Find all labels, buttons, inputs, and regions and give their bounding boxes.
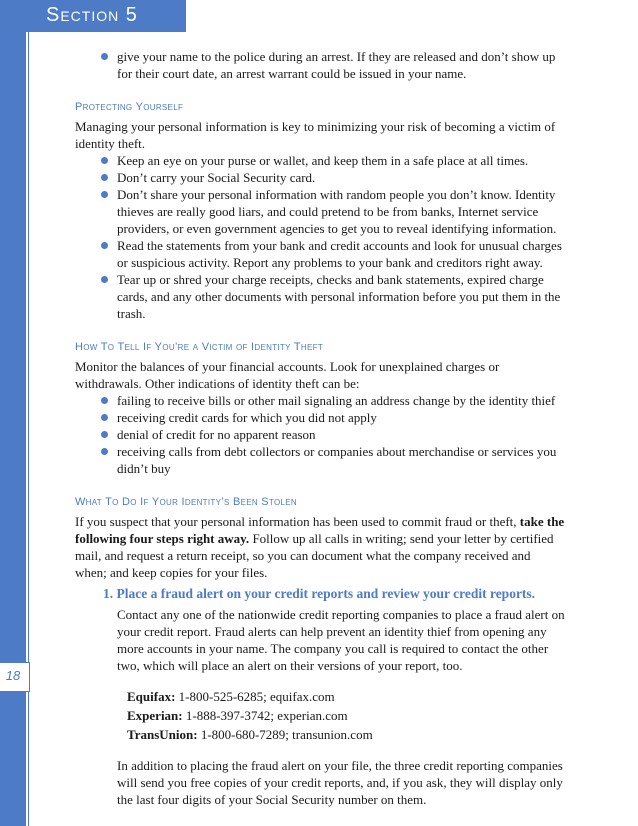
bullet-icon [101,157,108,164]
list-item: failing to receive bills or other mail signaling an address change by the identity thief [101,392,565,409]
step-1-title: 1. Place a fraud alert on your credit reports and review your credit reports. [103,586,536,601]
list-item: receiving credit cards for which you did not apply [101,409,565,426]
list-item: Read the statements from your bank and credit accounts and look for unusual charges or suspicious activity. Report any problems to your bank and creditors right away. [101,237,565,271]
step-1-body: Contact any one of the nationwide credit reporting companies to place a fraud alert on your credit report. Fraud alerts can help prevent an identity thief from opening any more accounts in your name. The company you call is required to contact the other two, which will place an alert on their versions of your report, too. [117,607,565,673]
list-item: Tear up or shred your charge receipts, checks and bank statements, expired charge cards, and any other documents with personal information before you put them in the trash. [101,271,565,322]
credit-bureau-contacts [75,688,565,743]
list-item: give your name to the police during an arrest. If they are released and don’t show up for their court date, an arrest warrant could be issued in your name. [101,48,565,82]
bullet-icon [101,431,108,438]
protecting-intro: Managing your personal information is key to minimizing your risk of becoming a victim of identity theft. [75,119,556,151]
contact-equifax: Equifax: 1-800-525-6285; equifax.com [127,689,335,704]
margin-rule [28,32,29,826]
section-heading-protecting: Protecting Yourself [75,101,184,113]
bullet-icon [101,242,108,249]
list-item: receiving calls from debt collectors or companies about merchandise or services you didn’t buy [101,443,565,477]
section-title: Section 5 [46,4,138,26]
contact-transunion: TransUnion: 1-800-680-7289; transunion.com [127,727,373,742]
list-item: Don’t carry your Social Security card. [101,169,565,186]
protecting-bullet-list [75,152,565,322]
how-to-tell-intro: Monitor the balances of your financial accounts. Look for unexplained charges or withdrawals. Other indications of identity theft can be: [75,359,500,391]
closing-paragraph: In addition to placing the fraud alert on your file, the three credit reporting companies will send you free copies of your credit reports, and, if you ask, they will display only the last four digits of your Social Security number on them. [117,758,563,807]
page-content [75,48,565,808]
what-to-do-intro: If you suspect that your personal information has been used to commit fraud or theft, take the following four steps right away. Follow up all calls in writing; send your letter by certified mail, and request a return receipt, so you can document what the company received and when; and keep copies for your files. [75,514,565,580]
bullet-icon [101,397,108,404]
emphasis-text: take the following four steps right away. [75,514,565,546]
section-heading-how-to-tell: How To Tell If You’re a Victim of Identity Theft [75,341,323,353]
list-item: Keep an eye on your purse or wallet, and keep them in a safe place at all times. [101,152,565,169]
bullet-icon [101,191,108,198]
how-to-tell-bullet-list [75,392,565,477]
bullet-icon [101,174,108,181]
bullet-icon [101,53,108,60]
list-item: denial of credit for no apparent reason [101,426,565,443]
bullet-icon [101,276,108,283]
continued-bullet-list [75,48,565,82]
page-number: 18 [5,668,21,683]
list-item: Don’t share your personal information with random people you don’t know. Identity thieves are really good liars, and could pretend to be from banks, Internet service providers, or even government agencies to get you to reveal identifying information. [101,186,565,237]
side-band [0,0,26,826]
contact-experian: Experian: 1-888-397-3742; experian.com [127,708,348,723]
section-heading-what-to-do: What To Do If Your Identity’s Been Stolen [75,496,297,508]
bullet-icon [101,414,108,421]
bullet-icon [101,448,108,455]
